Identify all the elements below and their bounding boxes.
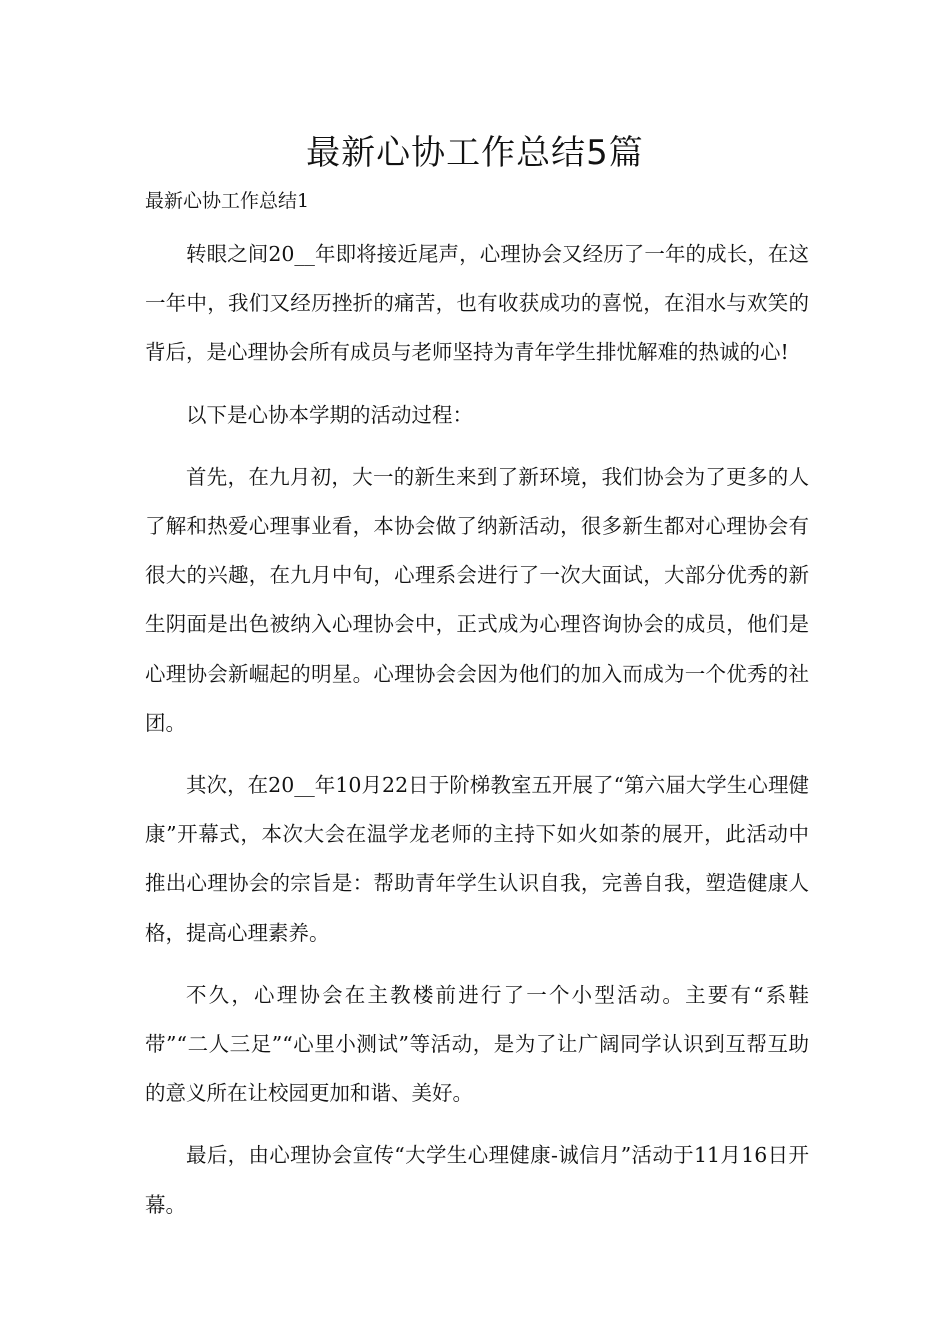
document-title: 最新心协工作总结5篇 xyxy=(306,133,644,173)
paragraph-intro: 转眼之间20__年即将接近尾声，心理协会又经历了一年的成长，在这一年中，我们又经历挫折的痛苦，也有收获成功的喜悦，在泪水与欢笑的背后，是心理协会所有成员与老师坚持为青年学生排忧解难的热诚的心! xyxy=(145,242,809,365)
paragraph-third: 不久，心理协会在主教楼前进行了一个小型活动。主要有“系鞋带”“二人三足”“心里小测试”等活动，是为了让广阔同学认识到互帮互助的意义所在让校园更加和谐、美好。 xyxy=(145,982,809,1106)
paragraph-activities-lead: 以下是心协本学期的活动过程： xyxy=(186,402,473,427)
paragraph-second: 其次，在20__年10月22日于阶梯教室五开展了“第六届大学生心理健康”开幕式，本次大会在温学龙老师的主持下如火如荼的展开，此活动中推出心理协会的宗旨是：帮助青年学生认识自我，完善自我，塑造健康人格，提高心理素养。 xyxy=(145,773,809,945)
paragraph-first: 首先，在九月初，大一的新生来到了新环境，我们协会为了更多的人了解和热爱心理事业看，本协会做了纳新活动，很多新生都对心理协会有很大的兴趣，在九月中旬，心理系会进行了一次大面试，大部分优秀的新生阴面是出色被纳入心理协会中，正式成为心理咨询协会的成员，他们是心理协会新崛起的明星。心理协会会因为他们的加入而成为一个优秀的社团。 xyxy=(145,464,809,735)
section-heading: 最新心协工作总结1 xyxy=(145,190,310,212)
document-body xyxy=(145,230,809,1243)
paragraph-last: 最后，由心理协会宣传“大学生心理健康-诚信月”活动于11月16日开幕。 xyxy=(145,1143,809,1217)
